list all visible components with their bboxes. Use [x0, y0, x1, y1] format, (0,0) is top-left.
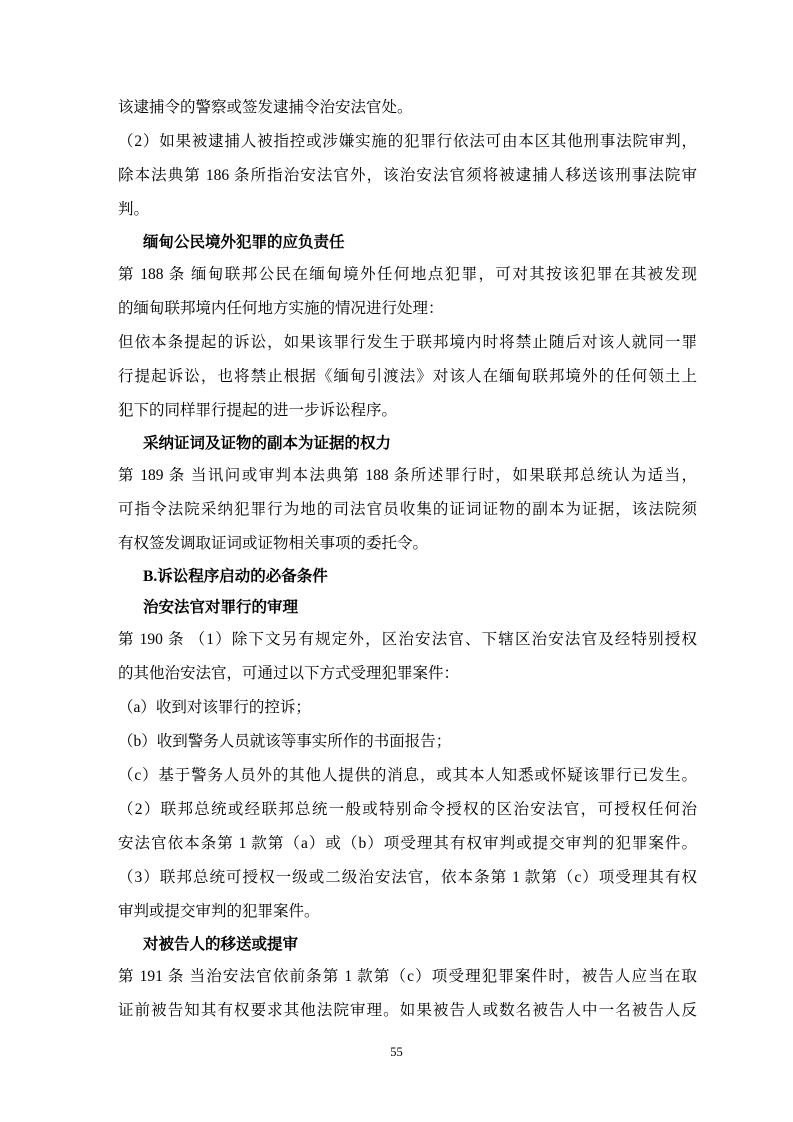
text-line: 可指令法院采纳犯罪行为地的司法官员收集的证词证物的副本为证据，该法院须 [118, 501, 697, 518]
text-line: （c）基于警务人员外的其他人提供的消息，或其本人知悉或怀疑该罪行已发生。 [118, 767, 697, 784]
text-line: 第 189 条 当讯问或审判本法典第 188 条所述罪行时，如果联邦总统认为适当， [118, 467, 697, 484]
text-line: （3）联邦总统可授权一级或二级治安法官，依本条第 1 款第（c）项受理其有权 [118, 869, 697, 886]
text-line: 证前被告知其有权要求其他法院审理。如果被告人或数名被告人中一名被告人反 [118, 1002, 697, 1019]
text-line: （b）收到警务人员就该等事实所作的书面报告； [118, 733, 452, 750]
text-line: 犯下的同样罪行提起的进一步诉讼程序。 [118, 402, 398, 419]
section-heading: 采纳证词及证物的副本为证据的权力 [143, 435, 392, 452]
text-line: 但依本条提起的诉讼，如果该罪行发生于联邦境内时将禁止随后对该人就同一罪 [118, 334, 697, 351]
text-line: （2）联邦总统或经联邦总统一般或特别命令授权的区治安法官，可授权任何治 [118, 801, 697, 818]
section-heading: 缅甸公民境外犯罪的应负责任 [143, 234, 345, 251]
text-line: （a）收到对该罪行的控诉； [118, 699, 311, 716]
page-number: 55 [390, 1045, 403, 1059]
text-line: 第 191 条 当治安法官依前条第 1 款第（c）项受理犯罪案件时，被告人应当在取 [118, 968, 697, 985]
text-line: 安法官依本条第 1 款第（a）或（b）项受理其有权审判或提交审判的犯罪案件。 [118, 835, 697, 852]
text-line: 该逮捕令的警察或签发逮捕令治安法官处。 [118, 99, 413, 116]
text-line: 有权签发调取证词或证物相关事项的委托令。 [118, 535, 429, 552]
document-content [118, 91, 697, 1028]
text-line: 的其他治安法官，可通过以下方式受理犯罪案件： [118, 665, 460, 682]
text-line: 审判或提交审判的犯罪案件。 [118, 903, 320, 920]
text-line: （2）如果被逮捕人被指控或涉嫌实施的犯罪行依法可由本区其他刑事法院审判， [118, 133, 697, 150]
text-line: 的缅甸联邦境内任何地方实施的情况进行处理： [118, 300, 444, 317]
text-line: 判。 [118, 201, 150, 218]
text-line: 行提起诉讼，也将禁止根据《缅甸引渡法》对该人在缅甸联邦境外的任何领土上 [118, 368, 697, 385]
section-heading: 对被告人的移送或提审 [143, 936, 299, 953]
section-heading: 治安法官对罪行的审理 [143, 599, 299, 616]
text-line: 第 190 条 （1）除下文另有规定外，区治安法官、下辖区治安法官及经特别授权 [118, 631, 697, 648]
text-line: 除本法典第 186 条所指治安法官外，该治安法官须将被逮捕人移送该刑事法院审 [118, 167, 697, 184]
section-heading: B.诉讼程序启动的必备条件 [143, 568, 328, 585]
text-line: 第 188 条 缅甸联邦公民在缅甸境外任何地点犯罪，可对其按该犯罪在其被发现 [118, 266, 697, 283]
